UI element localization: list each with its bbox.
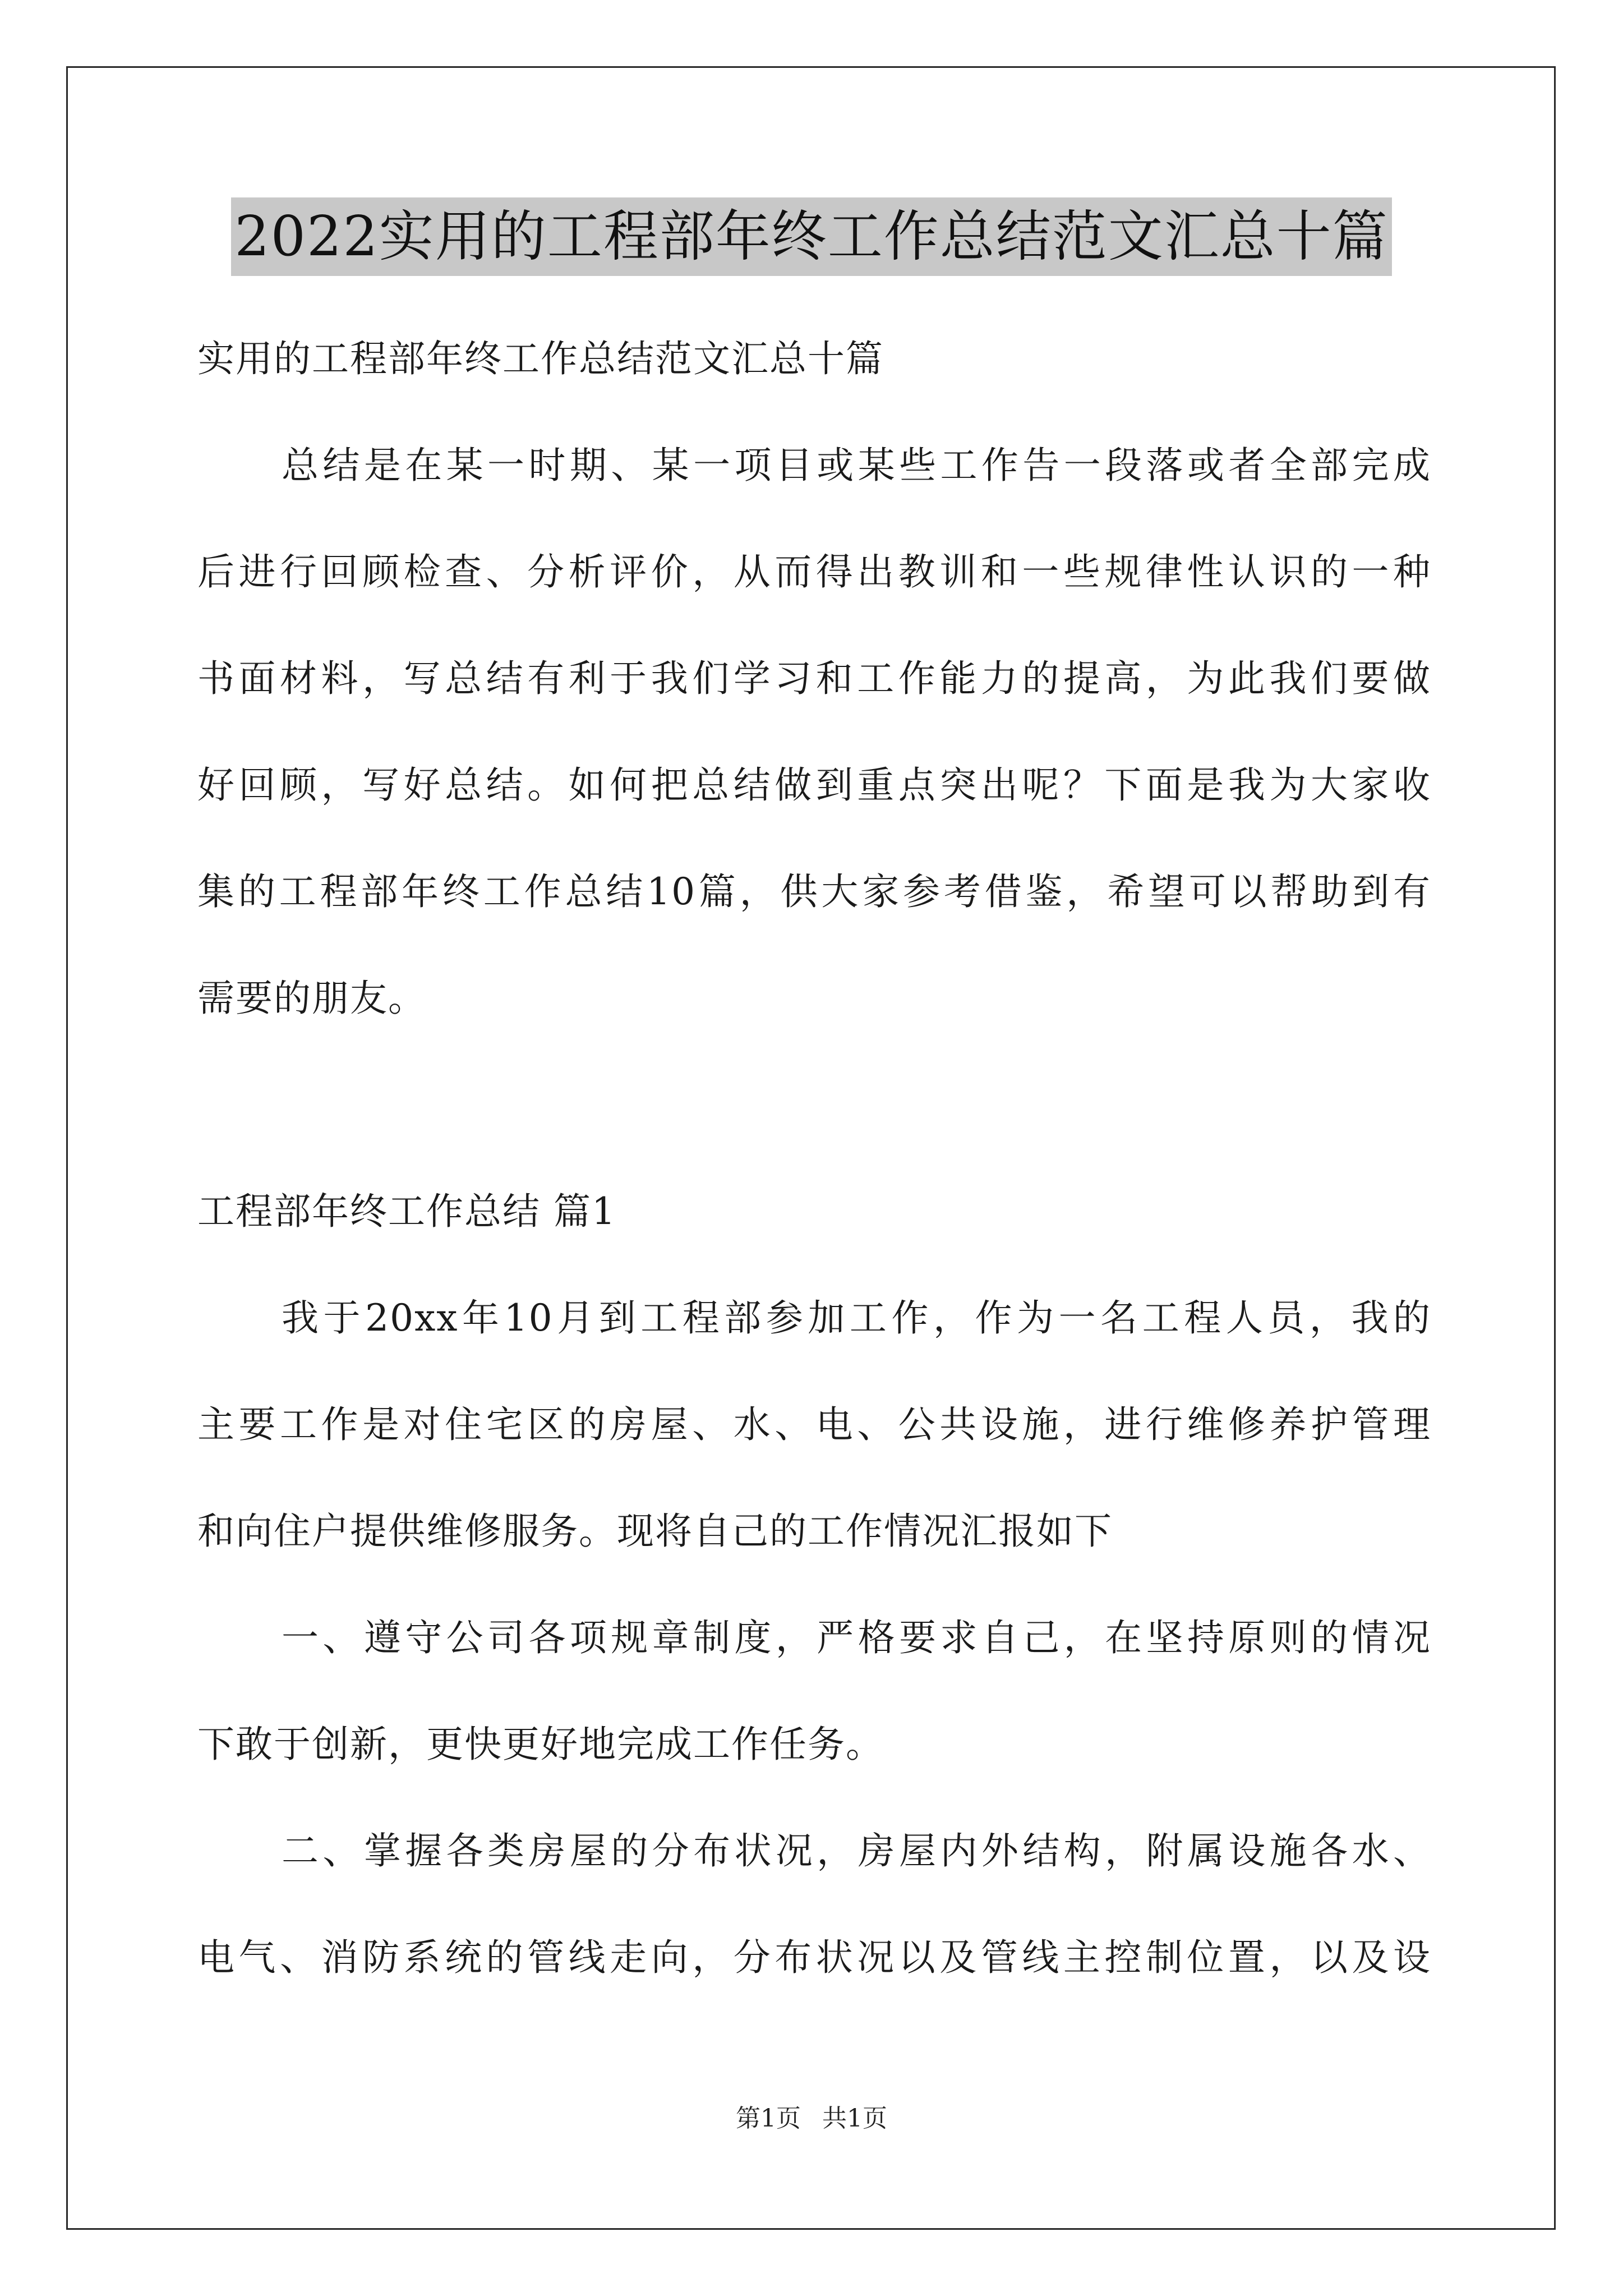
document-body <box>197 306 1431 2011</box>
intro-line: 总结是在某一时期、某一项目或某些工作告一段落或者全部完成 <box>282 444 1431 487</box>
paragraph-line: 下敢于创新，更快更好地完成工作任务。 <box>197 1723 884 1766</box>
paragraph-line: 和向住户提供维修服务。现将自己的工作情况汇报如下 <box>197 1510 1113 1553</box>
page-total: 共1页 <box>822 2104 887 2133</box>
page-footer <box>0 2098 1623 2134</box>
intro-line: 好回顾，写好总结。如何把总结做到重点突出呢？下面是我为大家收 <box>197 763 1431 807</box>
paragraph-line: 我于20xx年10月到工程部参加工作，作为一名工程人员，我的 <box>282 1296 1431 1340</box>
title-container <box>0 197 1623 276</box>
paragraph-line: 一、遵守公司各项规章制度，严格要求自己，在坚持原则的情况 <box>282 1616 1431 1659</box>
paragraph-line: 二、掌握各类房屋的分布状况，房屋内外结构，附属设施各水、 <box>282 1829 1431 1872</box>
intro-line: 需要的朋友。 <box>197 977 426 1020</box>
paragraph-line: 电气、消防系统的管线走向，分布状况以及管线主控制位置，以及设 <box>197 1936 1431 1979</box>
paragraph-gap <box>197 1052 1431 1158</box>
intro-line: 书面材料，写总结有利于我们学习和工作能力的提高，为此我们要做 <box>197 657 1431 700</box>
document-subtitle: 实用的工程部年终工作总结范文汇总十篇 <box>197 337 884 380</box>
section-heading: 工程部年终工作总结 篇1 <box>197 1190 616 1233</box>
paragraph-line: 主要工作是对住宅区的房屋、水、电、公共设施，进行维修养护管理 <box>197 1403 1431 1446</box>
intro-line: 集的工程部年终工作总结10篇，供大家参考借鉴，希望可以帮助到有 <box>197 870 1431 913</box>
page-number: 第1页 <box>736 2104 801 2133</box>
intro-line: 后进行回顾检查、分析评价，从而得出教训和一些规律性认识的一种 <box>197 550 1431 593</box>
document-title: 2022实用的工程部年终工作总结范文汇总十篇 <box>231 197 1391 276</box>
